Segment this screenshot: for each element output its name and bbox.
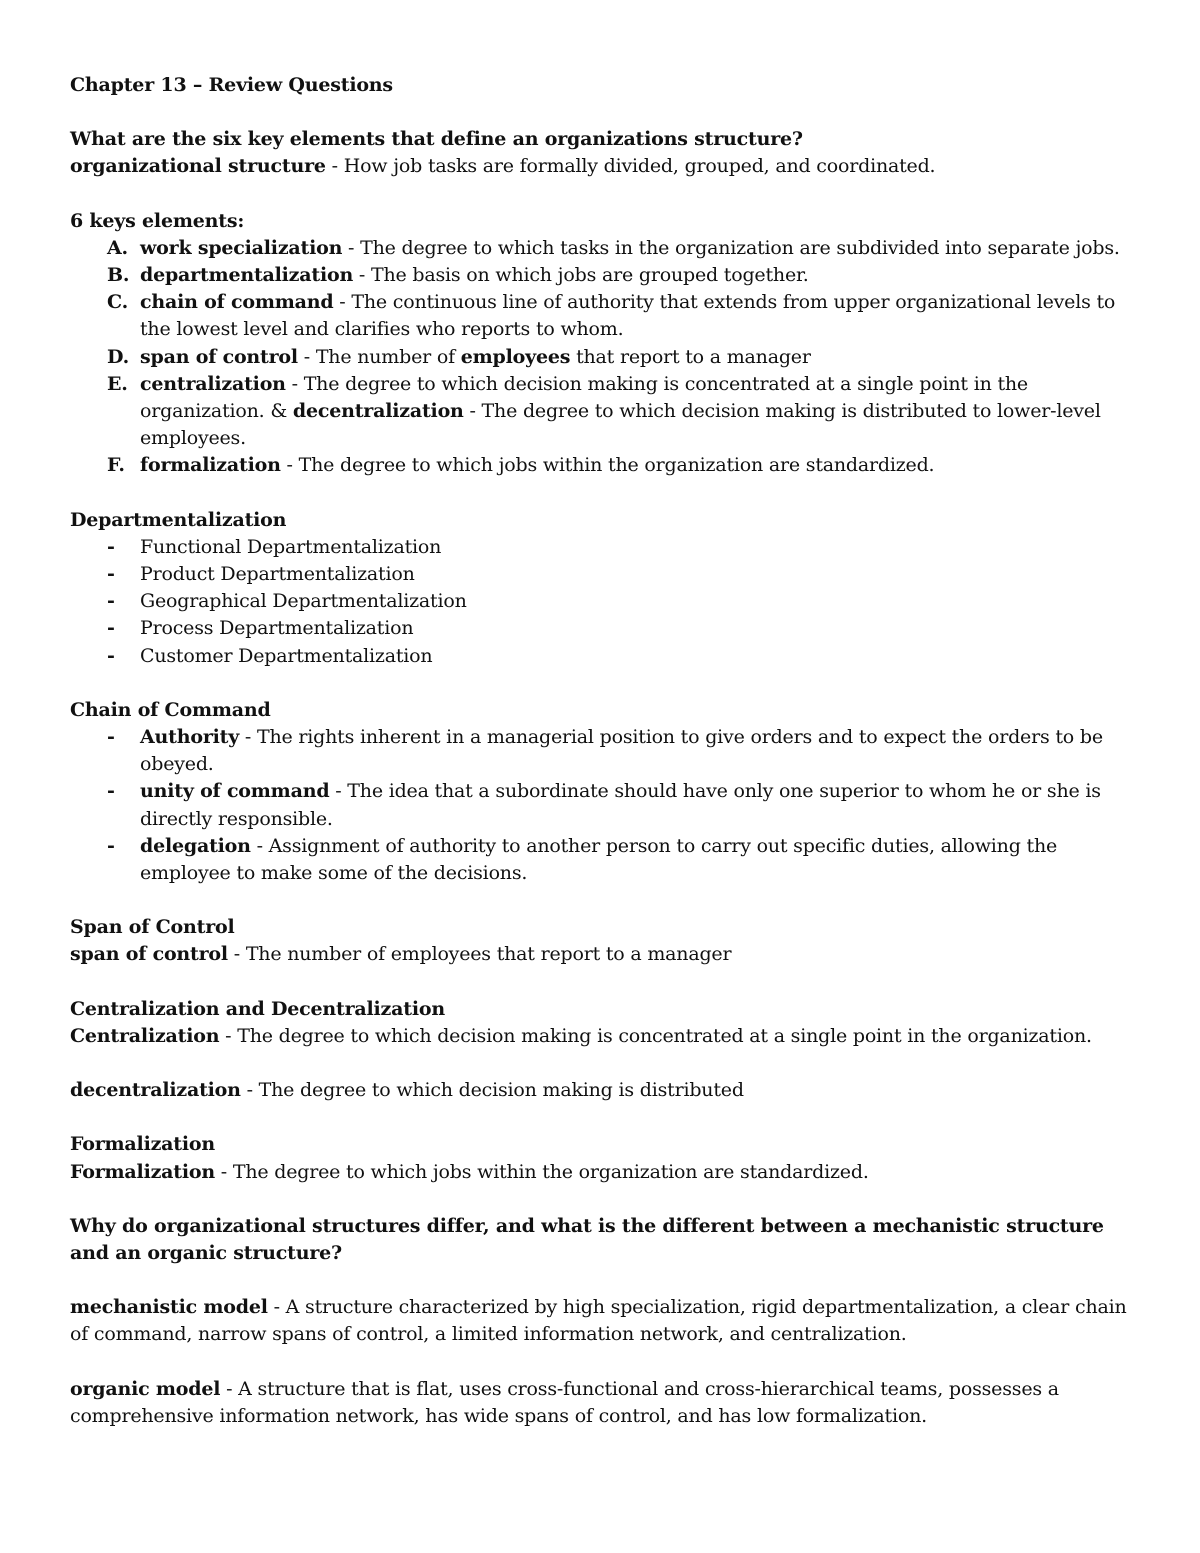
list-marker: - <box>107 535 115 558</box>
list-item <box>70 643 1140 670</box>
decentralization-definition <box>70 1077 1140 1104</box>
list-item <box>70 262 1140 289</box>
definition: - The degree to which decision making is concentrated at a single point in the organization. & <box>140 372 1028 423</box>
document-page <box>70 72 1140 1430</box>
chain-of-command-list <box>70 724 1140 887</box>
page-title: Chapter 13 – Review Questions <box>70 74 393 96</box>
list-item <box>70 588 1140 615</box>
list-item <box>70 724 1140 778</box>
key-elements-list <box>70 235 1140 480</box>
list-item <box>70 344 1140 371</box>
definition: - The degree to which jobs within the organization are standardized. <box>280 454 935 477</box>
term: span of control <box>140 345 298 368</box>
definition: - The degree to which decision making is distributed to lower-level employees. <box>140 400 1101 450</box>
list-marker: - <box>107 834 115 857</box>
term: Centralization <box>70 1024 220 1047</box>
definition: - The rights inherent in a managerial position to give orders and to expect the orders to be obeyed. <box>140 726 1103 776</box>
definition: - A structure characterized by high specialization, rigid departmentalization, a clear chain of command, narrow spans of control, a limited information network, and centralization. <box>70 1296 1127 1346</box>
list-marker: - <box>107 780 115 803</box>
term: Authority <box>140 726 240 749</box>
definition: - The degree to which decision making is concentrated at a single point in the organization. <box>219 1024 1092 1047</box>
list-marker: - <box>107 617 115 640</box>
term: span of control <box>70 943 228 966</box>
departmentalization-list <box>70 534 1140 670</box>
list-marker: - <box>107 563 115 586</box>
term: centralization <box>140 372 286 395</box>
item-text: Process Departmentalization <box>140 617 414 640</box>
term: formalization <box>140 454 281 477</box>
term: mechanistic model <box>70 1296 268 1319</box>
definition: - How job tasks are formally divided, grouped, and coordinated. <box>325 155 936 178</box>
question-2: Why do organizational structures differ, and what is the different between a mechanistic structure and an organic structure? <box>70 1214 1104 1264</box>
list-item <box>70 235 1140 262</box>
list-item <box>70 778 1140 832</box>
term: departmentalization <box>140 264 354 287</box>
list-item <box>70 561 1140 588</box>
item-text: Functional Departmentalization <box>140 535 442 558</box>
emphasis: employees <box>460 345 571 368</box>
formalization-definition <box>70 1159 1140 1186</box>
term: decentralization <box>70 1079 241 1102</box>
term: work specialization <box>140 236 343 259</box>
question-1: What are the six key elements that define an organizations structure? <box>70 128 803 151</box>
span-of-control-definition <box>70 941 1140 968</box>
list-item <box>70 289 1140 343</box>
definition: - The degree to which decision making is distributed <box>240 1079 744 1102</box>
list-item <box>70 371 1140 453</box>
term: organic model <box>70 1377 221 1400</box>
term: chain of command <box>140 291 334 314</box>
definition: that report to a manager <box>570 345 811 368</box>
definition: - A structure that is flat, uses cross-functional and cross-hierarchical teams, possesses a comprehensive information network, has wide spans of control, and has low formalization. <box>70 1377 1059 1427</box>
centralization-definition <box>70 1023 1140 1050</box>
definition: - Assignment of authority to another person to carry out specific duties, allowing the employee to make some of the decisions. <box>140 834 1058 885</box>
chain-of-command-heading: Chain of Command <box>70 698 271 721</box>
six-keys-heading: 6 keys elements: <box>70 209 245 232</box>
departmentalization-heading: Departmentalization <box>70 508 287 531</box>
organic-model-definition <box>70 1376 1140 1430</box>
term: unity of command <box>140 780 330 803</box>
org-structure-definition <box>70 153 1140 180</box>
term: delegation <box>140 834 251 857</box>
definition: - The basis on which jobs are grouped together. <box>353 264 809 287</box>
list-marker: - <box>107 590 115 613</box>
formalization-heading: Formalization <box>70 1133 215 1156</box>
definition: - The number of employees that report to a manager <box>227 943 732 966</box>
list-item <box>70 452 1140 479</box>
centralization-heading: Centralization and Decentralization <box>70 997 445 1020</box>
definition: - The continuous line of authority that extends from upper organizational levels to the lowest level and clarifies who reports to whom. <box>140 291 1116 341</box>
list-marker: E. <box>107 372 128 395</box>
term: decentralization <box>292 400 464 423</box>
list-marker: - <box>107 726 115 749</box>
list-marker: F. <box>107 454 125 477</box>
list-marker: C. <box>107 291 129 314</box>
list-marker: - <box>107 644 115 667</box>
item-text: Geographical Departmentalization <box>140 590 467 613</box>
item-text: Customer Departmentalization <box>140 644 433 667</box>
span-of-control-heading: Span of Control <box>70 916 235 939</box>
list-marker: A. <box>107 236 128 259</box>
term: Formalization <box>70 1160 215 1183</box>
term: organizational structure <box>70 155 326 178</box>
list-marker: D. <box>107 345 130 368</box>
list-item <box>70 615 1140 642</box>
definition: - The degree to which tasks in the organization are subdivided into separate jobs. <box>342 236 1120 259</box>
item-text: Product Departmentalization <box>140 563 415 586</box>
list-marker: B. <box>107 264 130 287</box>
definition: - The idea that a subordinate should have only one superior to whom he or she is directly responsible. <box>140 780 1101 830</box>
mechanistic-model-definition <box>70 1294 1140 1348</box>
list-item <box>70 534 1140 561</box>
list-item <box>70 833 1140 887</box>
definition: - The number of <box>297 345 461 368</box>
definition: - The degree to which jobs within the organization are standardized. <box>214 1160 869 1183</box>
